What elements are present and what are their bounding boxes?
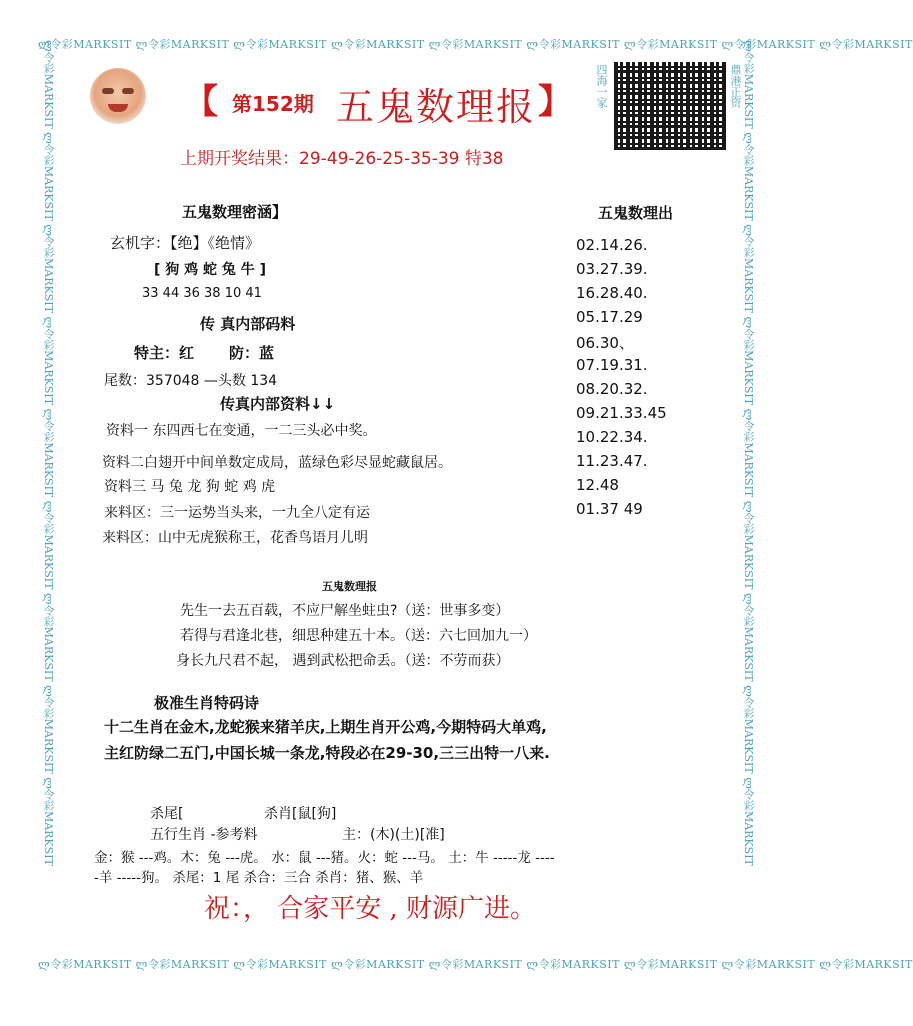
- poem-line-3: 身长九尺君不起， 遇到武松把命丢。（送：不劳而获）: [176, 653, 510, 669]
- shaxiao-label: 杀肖[鼠[狗]: [264, 806, 337, 822]
- elements-line-1: 金：猴 ---鸡。木：兔 ---虎。 水：鼠 ---猪。火：蛇 ---马。 土：牛 -----龙 ----: [94, 850, 555, 866]
- fax-data-title: 传真内部资料↓↓: [220, 395, 336, 413]
- number-list: 33 44 36 38 10 41: [142, 286, 262, 301]
- poem-line-2: 若得与君逢北巷，细思种建五十本。（送：六七回加九一）: [180, 628, 537, 644]
- data-line-2: 资料二白翅开中间单数定成局，蓝绿色彩尽显蛇藏鼠居。: [102, 455, 452, 471]
- wuxing-label: 五行生肖 -参考料: [150, 827, 258, 843]
- source-line-2: 来料区：山中无虎猴称王，花香鸟语月儿明: [102, 530, 368, 546]
- shengxiao-title: 极准生肖特码诗: [154, 694, 260, 712]
- number-group-5: 06.30、: [576, 334, 634, 352]
- number-group-8: 09.21.33.45: [576, 404, 667, 422]
- source-line-1: 来料区：三一运势当头来，一九全八定有运: [104, 505, 370, 521]
- number-group-3: 16.28.40.: [576, 284, 648, 302]
- right-heading: 五鬼数理出: [598, 204, 674, 222]
- top-border-pattern: ლ令彩MARKSIT ლ令彩MARKSIT ლ令彩MARKSIT ლ令彩MARKSIT ლ令彩MARKSIT ლ令彩MARKSIT ლ令彩MARKSIT ლ令彩MARKSIT ლ令彩MARKSIT: [38, 38, 913, 51]
- tail-numbers: 尾数：357048 —头数 134: [104, 373, 278, 389]
- shengxiao-line-1: 十二生肖在金木,龙蛇猴来猪羊庆,上期生肖开公鸡,今期特码大单鸡,: [104, 718, 547, 736]
- blessing: 祝：， 合家平安 , 财源广进。: [204, 894, 537, 924]
- last-result: 上期开奖结果：29-49-26-25-35-39 特38: [180, 149, 504, 169]
- right-border-pattern: ლ令彩MARKSIT ლ令彩MARKSIT ლ令彩MARKSIT ლ令彩MARKSIT ლ令彩MARKSIT ლ令彩MARKSIT ლ令彩MARKSIT ლ令彩MARKSIT ლ令彩MARKSIT: [742, 40, 755, 866]
- bracket-right: 】: [538, 82, 572, 122]
- data-line-1: 资料一 东四西七在变通，一二三头必中奖。: [106, 423, 377, 439]
- fax-title: 传 真内部码料: [200, 315, 296, 333]
- data-line-3: 资料三 马 兔 龙 狗 蛇 鸡 虎: [104, 479, 276, 495]
- avatar: [90, 68, 146, 124]
- poem-line-1: 先生一去五百载，不应尸解坐蛀虫?（送：世事多变）: [180, 603, 510, 619]
- bottom-border-pattern: ლ令彩MARKSIT ლ令彩MARKSIT ლ令彩MARKSIT ლ令彩MARKSIT ლ令彩MARKSIT ლ令彩MARKSIT ლ令彩MARKSIT ლ令彩MARKSIT ლ令彩MARKSIT: [38, 958, 913, 971]
- number-group-6: 07.19.31.: [576, 356, 648, 374]
- page-title: 五鬼数理报: [336, 85, 537, 129]
- number-group-10: 11.23.47.: [576, 452, 648, 470]
- number-group-4: 05.17.29: [576, 308, 643, 326]
- shawei-label: 杀尾[: [150, 806, 184, 822]
- xuanji-text: 玄机字：【绝】《绝情》: [110, 234, 261, 252]
- left-border-pattern: ლ令彩MARKSIT ლ令彩MARKSIT ლ令彩MARKSIT ლ令彩MARKSIT ლ令彩MARKSIT ლ令彩MARKSIT ლ令彩MARKSIT ლ令彩MARKSIT ლ令彩MARKSIT: [42, 40, 55, 866]
- number-group-9: 10.22.34.: [576, 428, 648, 446]
- zodiac-list: [ 狗 鸡 蛇 兔 牛 ]: [154, 262, 267, 278]
- number-group-7: 08.20.32.: [576, 380, 648, 398]
- shengxiao-line-2: 主红防绿二五门,中国长城一条龙,特段必在29-30,三三出特一八来.: [104, 744, 550, 762]
- number-group-1: 02.14.26.: [576, 236, 648, 254]
- side-label-right: 鼎港正资: [729, 64, 742, 108]
- qr-code-icon: [614, 62, 726, 150]
- number-group-11: 12.48: [576, 476, 619, 494]
- side-label-left: 四海一家: [595, 64, 608, 108]
- zhu-label: 主：(木)(土)[准]: [342, 827, 445, 843]
- number-group-12: 01.37 49: [576, 500, 643, 518]
- poem-small-title: 五鬼数理报: [322, 580, 377, 593]
- number-group-2: 03.27.39.: [576, 260, 648, 278]
- special-main: 特主：红: [134, 344, 195, 362]
- elements-line-2: -羊 -----狗。 杀尾：1 尾 杀合：三合 杀肖：猪、猴、羊: [94, 870, 424, 886]
- issue-number: 第152期: [232, 92, 314, 116]
- special-guard: 防：蓝: [229, 344, 275, 362]
- bracket-left: 【: [184, 82, 218, 122]
- left-heading: 五鬼数理密涵】: [182, 203, 288, 221]
